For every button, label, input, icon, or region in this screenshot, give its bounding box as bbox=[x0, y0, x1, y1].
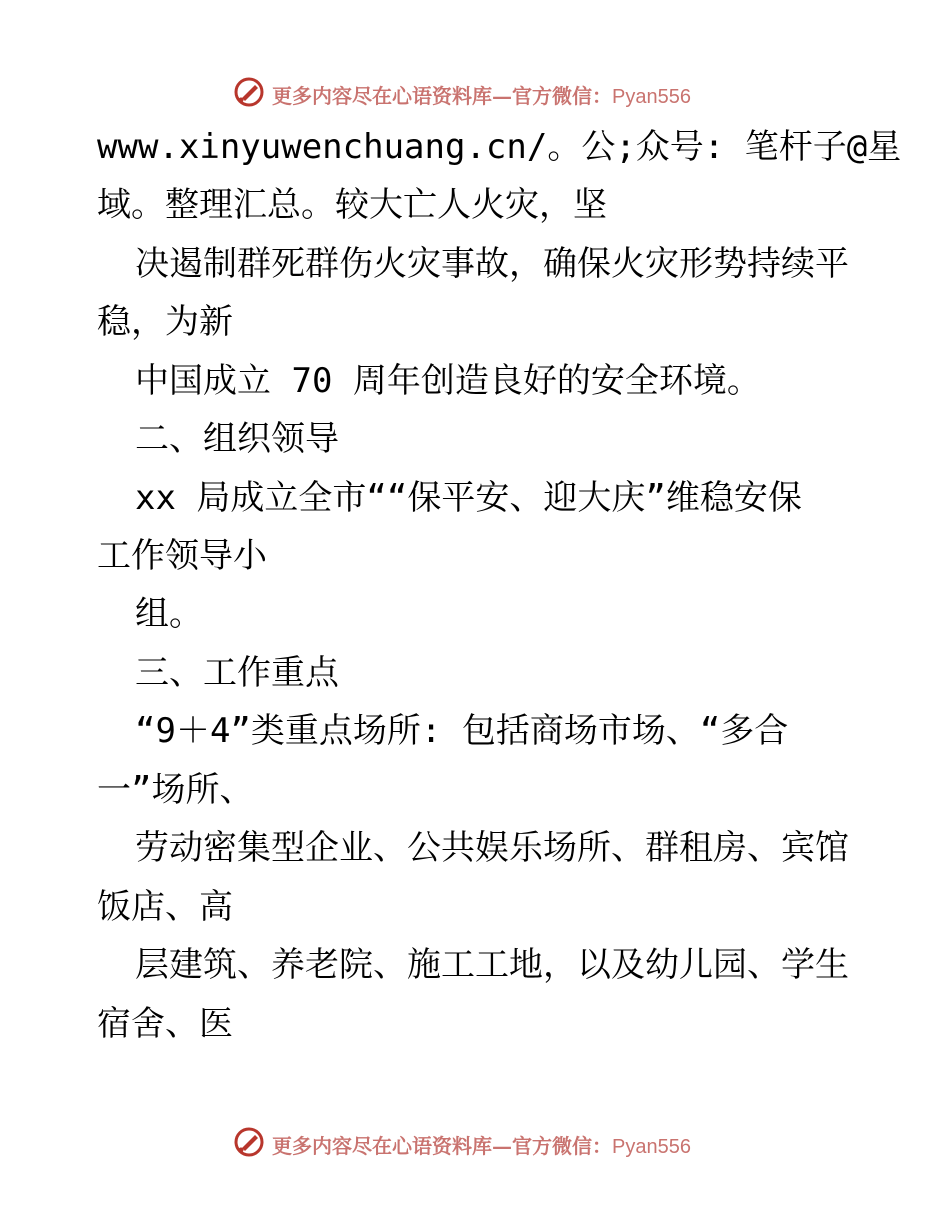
text-line: 工作领导小 bbox=[97, 536, 267, 576]
text-line: 一”场所、 bbox=[97, 770, 254, 810]
text-line: www.xinyuwenchuang.cn/。公;众号: 笔杆子@星 bbox=[97, 127, 902, 167]
section-heading: 三、工作重点 bbox=[135, 653, 339, 693]
header-banner-text bbox=[272, 80, 691, 109]
text-line: 稳，为新 bbox=[97, 302, 233, 342]
footer-banner-separator: — bbox=[492, 1134, 512, 1158]
text-line: 宿舍、医 bbox=[97, 1004, 233, 1044]
section-heading: 二、组织领导 bbox=[135, 419, 339, 459]
header-banner-wechat-label: 官方微信： bbox=[512, 84, 612, 108]
text-line: xx 局成立全市““保平安、迎大庆”维稳安保 bbox=[135, 478, 802, 518]
header-banner-wechat-id: Pyan556 bbox=[612, 86, 691, 108]
text-line: 组。 bbox=[135, 594, 203, 634]
pen-logo-icon bbox=[233, 1126, 265, 1158]
text-line: “9＋4”类重点场所: 包括商场市场、“多合 bbox=[135, 711, 789, 751]
text-line: 劳动密集型企业、公共娱乐场所、群租房、宾馆 bbox=[135, 828, 849, 868]
footer-banner-wechat-id: Pyan556 bbox=[612, 1136, 691, 1158]
header-banner-title: 更多内容尽在心语资料库 bbox=[272, 84, 492, 108]
footer-banner-text bbox=[272, 1130, 691, 1159]
text-line: 域。整理汇总。较大亡人火灾，坚 bbox=[97, 185, 607, 225]
header-banner bbox=[0, 72, 950, 112]
text-line: 层建筑、养老院、施工工地，以及幼儿园、学生 bbox=[135, 945, 849, 985]
text-line: 中国成立 70 周年创造良好的安全环境。 bbox=[135, 361, 761, 401]
footer-banner-title: 更多内容尽在心语资料库 bbox=[272, 1134, 492, 1158]
footer-banner bbox=[0, 1122, 950, 1162]
header-banner-separator: — bbox=[492, 84, 512, 108]
text-line: 饭店、高 bbox=[97, 887, 233, 927]
text-line: 决遏制群死群伤火灾事故，确保火灾形势持续平 bbox=[135, 244, 849, 284]
pen-logo-icon bbox=[233, 76, 265, 108]
footer-banner-wechat-label: 官方微信： bbox=[512, 1134, 612, 1158]
